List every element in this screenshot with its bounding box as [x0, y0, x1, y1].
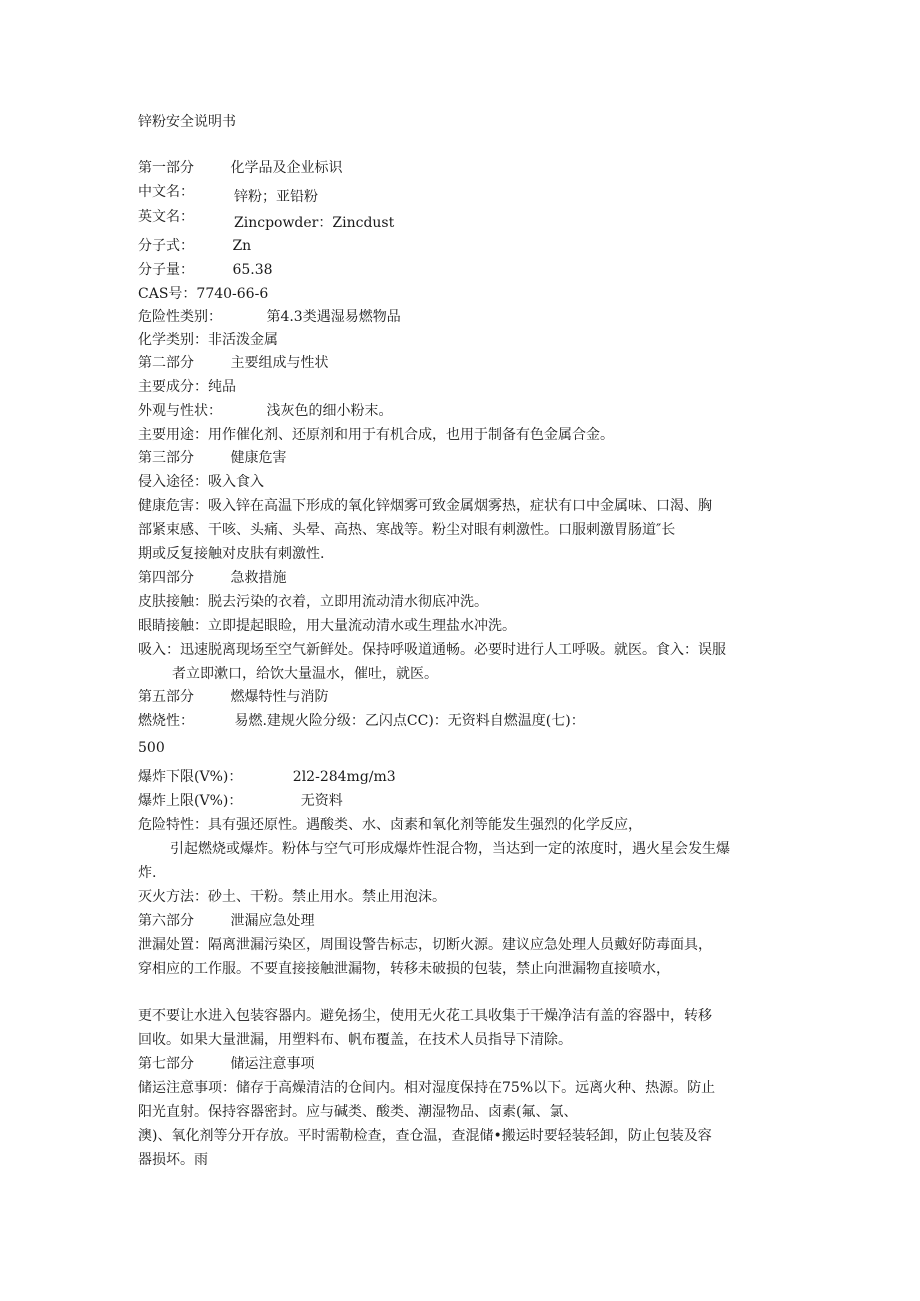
section-2-title: 主要组成与性状: [230, 355, 329, 371]
leak-line-1: 泄漏处置：隔离泄漏污染区，周围设警告标志，切断火源。建议应急处理人员戴好防毒面具，: [138, 937, 712, 953]
cn-name-value: 锌粉；亚铅粉: [234, 189, 318, 205]
section-7-number: 第七部分: [138, 1056, 194, 1072]
hazard-line-3: 炸.: [138, 865, 157, 881]
document-title: 锌粉安全说明书: [138, 114, 236, 130]
formula-label: 分子式：: [138, 238, 194, 254]
route: 侵入途径：吸入食入: [138, 474, 264, 490]
lel-label: 爆炸下限(V%)：: [138, 769, 243, 785]
section-6-title: 泄漏应急处理: [230, 913, 315, 929]
storage-line-4: 器损坏。雨: [138, 1152, 208, 1168]
extinguish: 灭火方法：砂土、干粉。禁止用水。禁止用泡沫。: [138, 889, 446, 905]
hazard-line-1: 危险特性：具有强还原性。遇酸类、水、卤素和氧化剂等能发生强烈的化学反应，: [138, 817, 642, 833]
section-1-number: 第一部分: [138, 160, 194, 176]
section-5-heading: [138, 687, 328, 707]
storage-line-2: 阳光直射。保持容器密封。应与碱类、酸类、潮湿物品、卤素(氟、氯、: [138, 1104, 578, 1120]
section-7-heading: [138, 1054, 314, 1074]
mw-value: 65.38: [232, 262, 273, 278]
leak-line-4: 回收。如果大量泄漏，用塑料布、帆布覆盖，在技术人员指导下清除。: [138, 1032, 572, 1048]
en-name-label: 英文名：: [138, 209, 194, 225]
section-1-title: 化学品及企业标识: [230, 160, 343, 176]
section-3-heading: [138, 448, 286, 468]
health-line-1: 健康危害：吸入锌在高温下形成的氧化锌烟雾可致金属烟雾热，症状有口中金属味、口渴、胸: [138, 498, 712, 514]
flam-value-2: 500: [138, 740, 165, 756]
inhale-line-1: 吸入：迅速脱离现场至空气新鲜处。保持呼吸道通畅。必要时进行人工呼吸。就医。食入：误服: [138, 642, 726, 658]
section-7-title: 储运注意事项: [230, 1056, 315, 1072]
eye-contact: 眼睛接触：立即提起眼睑，用大量流动清水或生理盐水冲洗。: [138, 618, 516, 634]
section-5-title: 燃爆特性与消防: [230, 689, 329, 705]
storage-line-1: 储运注意事项：储存于高燥清洁的仓间内。相对湿度保持在75%以下。远离火种、热源。防止: [138, 1080, 716, 1096]
usage: 主要用途：用作催化剂、还原剂和用于有机合成，也用于制备有色金属合金。: [138, 427, 614, 443]
flam-label: 燃烧性：: [138, 713, 194, 729]
cas-number: CAS号：7740-66-6: [138, 286, 269, 302]
formula-row: [138, 236, 251, 256]
section-1-heading: [138, 158, 342, 178]
uel-value: 无资料: [300, 793, 343, 809]
health-line-3: 期或反复接触对皮肤有刺激性.: [138, 546, 325, 562]
section-4-title: 急救措施: [230, 570, 287, 586]
flam-row: [138, 711, 585, 731]
flam-value: 易燃.建规火险分级：乙闪点CC)：无资料自燃温度(七)：: [234, 713, 585, 729]
health-line-2: 部紧束感、干咳、头痛、头晕、高热、寒战等。粉尘对眼有刺激性。口服刺激胃肠道″长: [138, 522, 676, 538]
leak-line-3: 更不要让水进入包装容器内。避免扬尘，使用无火花工具收集于干燥净洁有盖的容器中，转移: [138, 1008, 712, 1024]
hazard-class-value: 第4.3类遇湿易燃物品: [266, 309, 401, 325]
lel-value: 2l2-284mg∕m3: [292, 769, 396, 785]
mw-label: 分子量：: [138, 262, 194, 278]
hazard-line-2: 引起燃烧或爆炸。粉体与空气可形成爆炸性混合物，当达到一定的浓度时，遇火星会发生爆: [170, 841, 730, 857]
section-4-heading: [138, 568, 286, 588]
chem-class: 化学类别：非活泼金属: [138, 332, 278, 348]
hazard-class-label: 危险性类别：: [138, 309, 222, 325]
component: 主要成分：纯品: [138, 379, 236, 395]
section-2-number: 第二部分: [138, 355, 194, 371]
uel-label: 爆炸上限(V%)：: [138, 793, 243, 809]
section-6-heading: [138, 911, 314, 931]
mw-row: [138, 260, 273, 280]
appearance-row: [138, 401, 392, 421]
leak-line-2: 穿相应的工作服。不要直接接触泄漏物，转移未破损的包装，禁止向泄漏物直接喷水，: [138, 961, 670, 977]
appearance-value: 浅灰色的细小粉末。: [266, 403, 393, 419]
inhale-line-2: 者立即漱口，给饮大量温水，催吐，就医。: [172, 666, 438, 682]
cn-name-label: 中文名：: [138, 184, 194, 200]
formula-value: Zn: [232, 238, 252, 254]
skin-contact: 皮肤接触：脱去污染的衣着，立即用流动清水彻底冲洗。: [138, 594, 488, 610]
uel-row: [138, 791, 343, 811]
section-6-number: 第六部分: [138, 913, 194, 929]
appearance-label: 外观与性状：: [138, 403, 222, 419]
section-3-number: 第三部分: [138, 450, 194, 466]
section-2-heading: [138, 353, 328, 373]
storage-line-3: 澳)、氧化剂等分开存放。平时需勒检查，查仓温，查混储•搬运时要轻装轻卸，防止包装及容: [138, 1128, 712, 1144]
section-4-number: 第四部分: [138, 570, 194, 586]
en-name-value: Zincpowder：Zincdust: [234, 215, 395, 231]
lel-row: [138, 767, 396, 787]
hazard-class-row: [138, 307, 401, 327]
section-5-number: 第五部分: [138, 689, 194, 705]
section-3-title: 健康危害: [230, 450, 287, 466]
